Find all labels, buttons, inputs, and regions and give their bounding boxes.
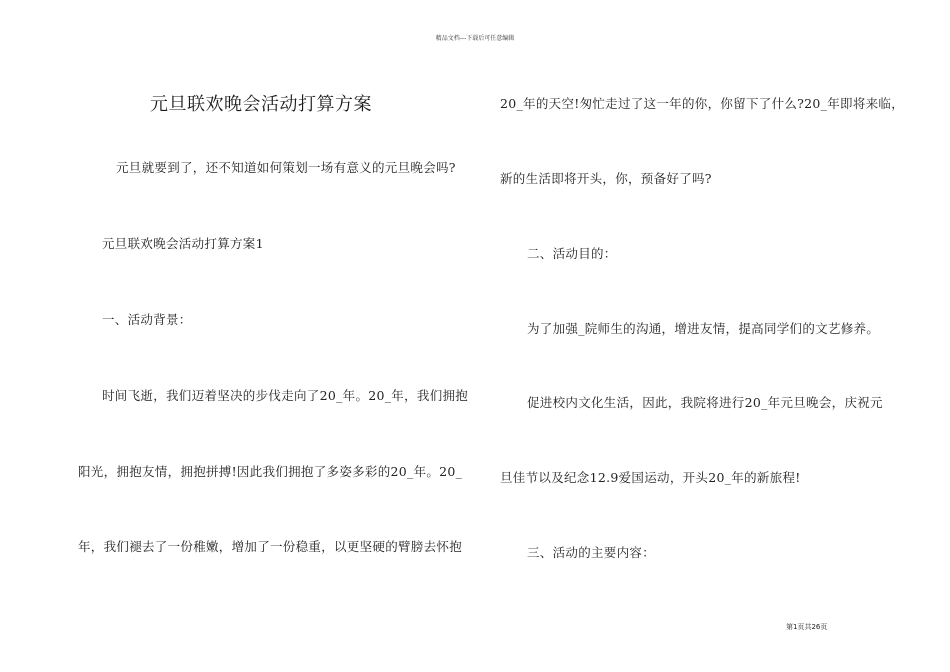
intro-paragraph: 元旦就要到了，还不知道如何策划一场有意义的元旦晚会吗? (116, 160, 456, 175)
purpose-paragraph-line: 促进校内文化生活，因此，我院将进行20_年元旦晚会，庆祝元 (527, 395, 883, 410)
purpose-paragraph-line: 为了加强_院师生的沟通，增进友情，提高同学们的文艺修养。 (527, 321, 880, 336)
purpose-paragraph-line: 旦佳节以及纪念12.9爱国运动，开头20_年的新旅程! (500, 470, 801, 485)
background-paragraph-line: 时间飞逝，我们迈着坚决的步伐走向了20_年。20_年，我们拥抱 (102, 388, 469, 403)
page-number: 第1页共26页 (786, 623, 828, 631)
plan-subtitle: 元旦联欢晚会活动打算方案1 (102, 236, 264, 251)
document-title: 元旦联欢晚会活动打算方案 (150, 94, 372, 115)
background-paragraph-line: 20_年的天空!匆忙走过了这一年的你，你留下了什么?20_年即将来临， (500, 96, 905, 111)
header-note: 精品文档---下载后可任意编辑 (435, 35, 515, 42)
section-heading-content: 三、活动的主要内容： (527, 545, 656, 560)
section-heading-background: 一、活动背景： (102, 312, 192, 327)
background-paragraph-line: 年，我们褪去了一份稚嫩，增加了一份稳重，以更坚硬的臂膀去怀抱 (78, 539, 463, 554)
section-heading-purpose: 二、活动目的： (527, 246, 617, 261)
background-paragraph-line: 新的生活即将开头，你，预备好了吗? (500, 171, 712, 186)
background-paragraph-line: 阳光，拥抱友情，拥抱拼搏!因此我们拥抱了多姿多彩的20_年。20_ (78, 464, 463, 479)
